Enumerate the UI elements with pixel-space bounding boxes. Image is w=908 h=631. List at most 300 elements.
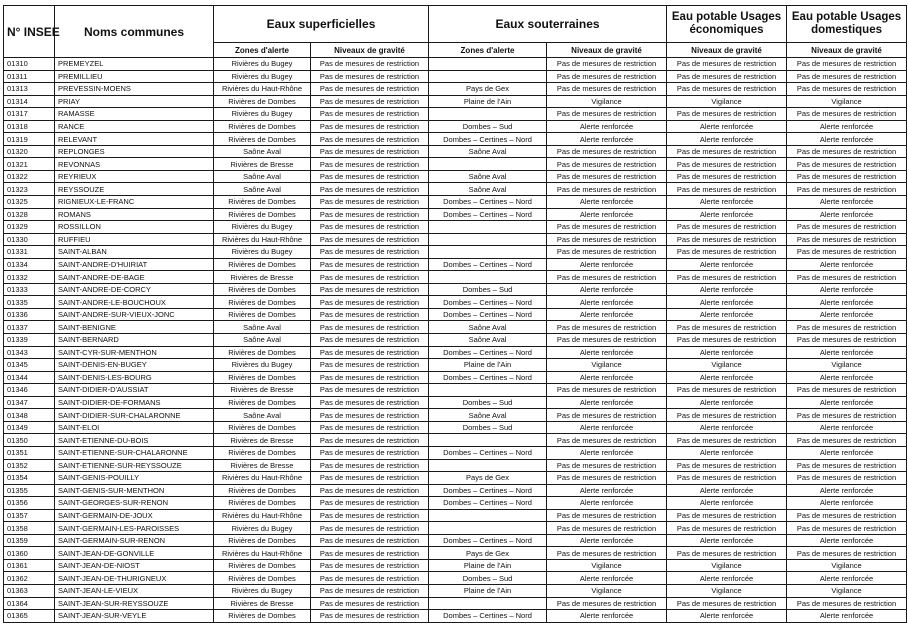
- table-row: [4, 145, 907, 158]
- cell-domestique-niveau: Alerte renforcée: [787, 258, 907, 271]
- cell-souterraine-niveau: Pas de mesures de restriction: [547, 58, 667, 71]
- cell-insee: 01314: [4, 95, 55, 108]
- cell-surface-zone: Saône Aval: [214, 183, 311, 196]
- cell-commune: SAINT-ANDRE-DE-BAGE: [55, 271, 214, 284]
- cell-souterraine-niveau: Alerte renforcée: [547, 572, 667, 585]
- cell-souterraine-niveau: Vigilance: [547, 584, 667, 597]
- cell-souterraine-zone: [429, 58, 547, 71]
- table-row: [4, 221, 907, 234]
- cell-surface-niveau: Pas de mesures de restriction: [311, 95, 429, 108]
- cell-surface-niveau: Pas de mesures de restriction: [311, 522, 429, 535]
- cell-souterraine-zone: Dombes – Certines – Nord: [429, 534, 547, 547]
- cell-surface-zone: Rivières de Bresse: [214, 158, 311, 171]
- cell-domestique-niveau: Vigilance: [787, 584, 907, 597]
- cell-surface-zone: Rivières de Dombes: [214, 283, 311, 296]
- cell-surface-zone: Rivières de Bresse: [214, 271, 311, 284]
- cell-commune: SAINT-DENIS-EN-BUGEY: [55, 359, 214, 372]
- cell-insee: 01360: [4, 547, 55, 560]
- cell-souterraine-zone: [429, 271, 547, 284]
- table-row: [4, 334, 907, 347]
- cell-surface-zone: Rivières de Dombes: [214, 196, 311, 209]
- cell-domestique-niveau: Alerte renforcée: [787, 421, 907, 434]
- cell-surface-zone: Rivières de Dombes: [214, 371, 311, 384]
- cell-souterraine-zone: Dombes – Sud: [429, 283, 547, 296]
- table-row: [4, 271, 907, 284]
- cell-surface-zone: Rivières de Dombes: [214, 446, 311, 459]
- cell-domestique-niveau: Pas de mesures de restriction: [787, 158, 907, 171]
- cell-souterraine-niveau: Alerte renforcée: [547, 308, 667, 321]
- cell-souterraine-niveau: Pas de mesures de restriction: [547, 70, 667, 83]
- cell-economique-niveau: Pas de mesures de restriction: [667, 246, 787, 259]
- cell-surface-niveau: Pas de mesures de restriction: [311, 271, 429, 284]
- cell-commune: SAINT-GEORGES-SUR-RENON: [55, 497, 214, 510]
- cell-commune: SAINT-DIDIER-SUR-CHALARONNE: [55, 409, 214, 422]
- table-row: [4, 196, 907, 209]
- cell-insee: 01313: [4, 83, 55, 96]
- cell-souterraine-zone: Dombes – Certines – Nord: [429, 296, 547, 309]
- cell-insee: 01321: [4, 158, 55, 171]
- cell-surface-zone: Saône Aval: [214, 409, 311, 422]
- cell-souterraine-zone: Plaine de l'Ain: [429, 584, 547, 597]
- table-row: [4, 359, 907, 372]
- cell-insee: 01361: [4, 559, 55, 572]
- cell-surface-zone: Rivières de Dombes: [214, 396, 311, 409]
- cell-souterraine-zone: Dombes – Sud: [429, 572, 547, 585]
- cell-domestique-niveau: Vigilance: [787, 95, 907, 108]
- cell-economique-niveau: Pas de mesures de restriction: [667, 547, 787, 560]
- cell-souterraine-zone: Saône Aval: [429, 334, 547, 347]
- table-row: [4, 321, 907, 334]
- cell-economique-niveau: Alerte renforcée: [667, 196, 787, 209]
- cell-souterraine-zone: Saône Aval: [429, 183, 547, 196]
- table-row: [4, 70, 907, 83]
- cell-surface-zone: Rivières de Bresse: [214, 459, 311, 472]
- subheader-economiques-niveaux: Niveaux de gravité: [667, 43, 787, 58]
- cell-insee: 01317: [4, 108, 55, 121]
- cell-surface-zone: Rivières du Bugey: [214, 70, 311, 83]
- cell-economique-niveau: Pas de mesures de restriction: [667, 70, 787, 83]
- cell-surface-niveau: Pas de mesures de restriction: [311, 233, 429, 246]
- cell-souterraine-niveau: Alerte renforcée: [547, 610, 667, 623]
- cell-economique-niveau: Alerte renforcée: [667, 396, 787, 409]
- table-row: [4, 446, 907, 459]
- cell-economique-niveau: Pas de mesures de restriction: [667, 472, 787, 485]
- header-eaux-souterraines: Eaux souterraines: [429, 6, 667, 43]
- subheader-souterraines-zones: Zones d'alerte: [429, 43, 547, 58]
- cell-souterraine-niveau: Alerte renforcée: [547, 534, 667, 547]
- cell-domestique-niveau: Pas de mesures de restriction: [787, 108, 907, 121]
- cell-insee: 01344: [4, 371, 55, 384]
- cell-souterraine-niveau: Vigilance: [547, 95, 667, 108]
- table-row: [4, 484, 907, 497]
- cell-souterraine-zone: Dombes – Certines – Nord: [429, 497, 547, 510]
- cell-insee: 01352: [4, 459, 55, 472]
- cell-domestique-niveau: Pas de mesures de restriction: [787, 233, 907, 246]
- table-row: [4, 384, 907, 397]
- cell-surface-zone: Rivières de Dombes: [214, 497, 311, 510]
- cell-commune: SAINT-BERNARD: [55, 334, 214, 347]
- cell-surface-niveau: Pas de mesures de restriction: [311, 597, 429, 610]
- table-row: [4, 421, 907, 434]
- cell-surface-niveau: Pas de mesures de restriction: [311, 196, 429, 209]
- cell-insee: 01354: [4, 472, 55, 485]
- cell-souterraine-zone: [429, 459, 547, 472]
- cell-domestique-niveau: Pas de mesures de restriction: [787, 597, 907, 610]
- cell-economique-niveau: Alerte renforcée: [667, 308, 787, 321]
- header-eaux-superficielles: Eaux superficielles: [214, 6, 429, 43]
- cell-insee: 01322: [4, 170, 55, 183]
- cell-domestique-niveau: Alerte renforcée: [787, 534, 907, 547]
- cell-souterraine-zone: Dombes – Sud: [429, 396, 547, 409]
- cell-souterraine-zone: Saône Aval: [429, 170, 547, 183]
- cell-surface-niveau: Pas de mesures de restriction: [311, 120, 429, 133]
- cell-commune: RUFFIEU: [55, 233, 214, 246]
- cell-surface-niveau: Pas de mesures de restriction: [311, 83, 429, 96]
- cell-surface-zone: Saône Aval: [214, 145, 311, 158]
- cell-domestique-niveau: Pas de mesures de restriction: [787, 145, 907, 158]
- cell-domestique-niveau: Pas de mesures de restriction: [787, 522, 907, 535]
- cell-surface-zone: Rivières de Dombes: [214, 133, 311, 146]
- cell-surface-zone: Rivières du Haut-Rhône: [214, 83, 311, 96]
- cell-economique-niveau: Alerte renforcée: [667, 497, 787, 510]
- cell-economique-niveau: Pas de mesures de restriction: [667, 434, 787, 447]
- cell-surface-niveau: Pas de mesures de restriction: [311, 446, 429, 459]
- table-row: [4, 246, 907, 259]
- cell-economique-niveau: Pas de mesures de restriction: [667, 409, 787, 422]
- subheader-surface-niveaux: Niveaux de gravité: [311, 43, 429, 58]
- cell-surface-zone: Saône Aval: [214, 334, 311, 347]
- cell-economique-niveau: Alerte renforcée: [667, 572, 787, 585]
- cell-insee: 01325: [4, 196, 55, 209]
- cell-souterraine-niveau: Alerte renforcée: [547, 208, 667, 221]
- cell-souterraine-zone: Pays de Gex: [429, 83, 547, 96]
- cell-souterraine-zone: Dombes – Certines – Nord: [429, 208, 547, 221]
- cell-surface-zone: Rivières de Dombes: [214, 346, 311, 359]
- table-row: [4, 58, 907, 71]
- cell-surface-niveau: Pas de mesures de restriction: [311, 584, 429, 597]
- cell-domestique-niveau: Pas de mesures de restriction: [787, 334, 907, 347]
- cell-economique-niveau: Alerte renforcée: [667, 283, 787, 296]
- cell-souterraine-niveau: Pas de mesures de restriction: [547, 221, 667, 234]
- table-row: [4, 547, 907, 560]
- table-row: [4, 497, 907, 510]
- cell-souterraine-niveau: Alerte renforcée: [547, 446, 667, 459]
- cell-surface-niveau: Pas de mesures de restriction: [311, 384, 429, 397]
- cell-surface-zone: Rivières de Dombes: [214, 572, 311, 585]
- cell-domestique-niveau: Alerte renforcée: [787, 296, 907, 309]
- cell-surface-zone: Saône Aval: [214, 321, 311, 334]
- cell-economique-niveau: Vigilance: [667, 95, 787, 108]
- cell-economique-niveau: Pas de mesures de restriction: [667, 509, 787, 522]
- cell-surface-niveau: Pas de mesures de restriction: [311, 396, 429, 409]
- cell-souterraine-niveau: Pas de mesures de restriction: [547, 145, 667, 158]
- cell-surface-zone: Rivières du Bugey: [214, 246, 311, 259]
- cell-insee: 01365: [4, 610, 55, 623]
- table-row: [4, 597, 907, 610]
- cell-surface-zone: Rivières du Haut-Rhône: [214, 509, 311, 522]
- table-row: [4, 108, 907, 121]
- cell-souterraine-zone: Pays de Gex: [429, 472, 547, 485]
- cell-commune: REYRIEUX: [55, 170, 214, 183]
- cell-souterraine-niveau: Pas de mesures de restriction: [547, 472, 667, 485]
- cell-souterraine-niveau: Alerte renforcée: [547, 196, 667, 209]
- cell-domestique-niveau: Pas de mesures de restriction: [787, 70, 907, 83]
- cell-economique-niveau: Pas de mesures de restriction: [667, 170, 787, 183]
- cell-souterraine-niveau: Alerte renforcée: [547, 296, 667, 309]
- cell-surface-niveau: Pas de mesures de restriction: [311, 70, 429, 83]
- cell-commune: PRIAY: [55, 95, 214, 108]
- cell-souterraine-niveau: Pas de mesures de restriction: [547, 83, 667, 96]
- cell-surface-niveau: Pas de mesures de restriction: [311, 610, 429, 623]
- cell-souterraine-zone: [429, 158, 547, 171]
- cell-souterraine-zone: Saône Aval: [429, 321, 547, 334]
- cell-souterraine-niveau: Alerte renforcée: [547, 484, 667, 497]
- cell-souterraine-niveau: Pas de mesures de restriction: [547, 547, 667, 560]
- cell-domestique-niveau: Pas de mesures de restriction: [787, 246, 907, 259]
- cell-economique-niveau: Vigilance: [667, 559, 787, 572]
- cell-economique-niveau: Pas de mesures de restriction: [667, 271, 787, 284]
- cell-commune: RANCE: [55, 120, 214, 133]
- cell-surface-zone: Rivières du Bugey: [214, 58, 311, 71]
- table-row: [4, 584, 907, 597]
- cell-surface-niveau: Pas de mesures de restriction: [311, 308, 429, 321]
- cell-souterraine-niveau: Alerte renforcée: [547, 120, 667, 133]
- cell-economique-niveau: Pas de mesures de restriction: [667, 321, 787, 334]
- cell-domestique-niveau: Pas de mesures de restriction: [787, 509, 907, 522]
- cell-insee: 01364: [4, 597, 55, 610]
- cell-surface-niveau: Pas de mesures de restriction: [311, 509, 429, 522]
- cell-insee: 01334: [4, 258, 55, 271]
- cell-commune: SAINT-JEAN-DE-NIOST: [55, 559, 214, 572]
- cell-surface-zone: Rivières de Dombes: [214, 534, 311, 547]
- cell-domestique-niveau: Pas de mesures de restriction: [787, 221, 907, 234]
- cell-surface-niveau: Pas de mesures de restriction: [311, 283, 429, 296]
- cell-domestique-niveau: Vigilance: [787, 559, 907, 572]
- header-eau-potable-economiques: Eau potable Usages économiques: [667, 6, 787, 43]
- cell-surface-niveau: Pas de mesures de restriction: [311, 572, 429, 585]
- cell-commune: SAINT-JEAN-DE-GONVILLE: [55, 547, 214, 560]
- cell-souterraine-zone: [429, 70, 547, 83]
- cell-economique-niveau: Pas de mesures de restriction: [667, 384, 787, 397]
- cell-domestique-niveau: Alerte renforcée: [787, 308, 907, 321]
- cell-souterraine-niveau: Alerte renforcée: [547, 371, 667, 384]
- cell-souterraine-niveau: Pas de mesures de restriction: [547, 459, 667, 472]
- cell-economique-niveau: Alerte renforcée: [667, 610, 787, 623]
- cell-domestique-niveau: Pas de mesures de restriction: [787, 472, 907, 485]
- cell-commune: SAINT-DIDIER-DE-FORMANS: [55, 396, 214, 409]
- table-row: [4, 170, 907, 183]
- cell-economique-niveau: Alerte renforcée: [667, 296, 787, 309]
- cell-commune: SAINT-DENIS-LES-BOURG: [55, 371, 214, 384]
- cell-souterraine-zone: [429, 221, 547, 234]
- cell-surface-zone: Rivières de Dombes: [214, 296, 311, 309]
- cell-surface-zone: Rivières de Dombes: [214, 559, 311, 572]
- cell-domestique-niveau: Pas de mesures de restriction: [787, 170, 907, 183]
- cell-commune: SAINT-GERMAIN-SUR-RENON: [55, 534, 214, 547]
- cell-surface-niveau: Pas de mesures de restriction: [311, 170, 429, 183]
- cell-commune: SAINT-BENIGNE: [55, 321, 214, 334]
- table-row: [4, 522, 907, 535]
- cell-souterraine-niveau: Alerte renforcée: [547, 421, 667, 434]
- subheader-souterraines-niveaux: Niveaux de gravité: [547, 43, 667, 58]
- cell-commune: SAINT-ETIENNE-DU-BOIS: [55, 434, 214, 447]
- cell-surface-niveau: Pas de mesures de restriction: [311, 158, 429, 171]
- cell-souterraine-zone: [429, 246, 547, 259]
- cell-domestique-niveau: Alerte renforcée: [787, 208, 907, 221]
- cell-souterraine-niveau: Alerte renforcée: [547, 133, 667, 146]
- table-row: [4, 509, 907, 522]
- cell-commune: PREMEYZEL: [55, 58, 214, 71]
- cell-souterraine-zone: Dombes – Sud: [429, 421, 547, 434]
- cell-economique-niveau: Pas de mesures de restriction: [667, 334, 787, 347]
- cell-domestique-niveau: Alerte renforcée: [787, 283, 907, 296]
- cell-commune: PREMILLIEU: [55, 70, 214, 83]
- cell-domestique-niveau: Pas de mesures de restriction: [787, 459, 907, 472]
- cell-commune: REYSSOUZE: [55, 183, 214, 196]
- cell-surface-zone: Rivières du Bugey: [214, 584, 311, 597]
- cell-surface-niveau: Pas de mesures de restriction: [311, 183, 429, 196]
- cell-insee: 01331: [4, 246, 55, 259]
- cell-economique-niveau: Alerte renforcée: [667, 446, 787, 459]
- cell-surface-zone: Rivières du Bugey: [214, 359, 311, 372]
- table-row: [4, 233, 907, 246]
- table-row: [4, 409, 907, 422]
- cell-economique-niveau: Pas de mesures de restriction: [667, 145, 787, 158]
- table-row: [4, 83, 907, 96]
- cell-surface-zone: Rivières de Bresse: [214, 384, 311, 397]
- cell-economique-niveau: Alerte renforcée: [667, 346, 787, 359]
- table-row: [4, 296, 907, 309]
- restriction-table: [3, 5, 907, 623]
- cell-economique-niveau: Alerte renforcée: [667, 258, 787, 271]
- cell-souterraine-zone: [429, 233, 547, 246]
- cell-insee: 01363: [4, 584, 55, 597]
- cell-economique-niveau: Vigilance: [667, 584, 787, 597]
- cell-domestique-niveau: Pas de mesures de restriction: [787, 384, 907, 397]
- cell-souterraine-zone: [429, 597, 547, 610]
- cell-commune: RIGNIEUX-LE-FRANC: [55, 196, 214, 209]
- cell-surface-zone: Rivières de Dombes: [214, 208, 311, 221]
- cell-surface-niveau: Pas de mesures de restriction: [311, 145, 429, 158]
- cell-souterraine-niveau: Pas de mesures de restriction: [547, 334, 667, 347]
- cell-surface-zone: Saône Aval: [214, 170, 311, 183]
- cell-insee: 01348: [4, 409, 55, 422]
- table-row: [4, 308, 907, 321]
- cell-souterraine-zone: Dombes – Certines – Nord: [429, 308, 547, 321]
- cell-commune: SAINT-JEAN-LE-VIEUX: [55, 584, 214, 597]
- cell-commune: SAINT-ANDRE-SUR-VIEUX-JONC: [55, 308, 214, 321]
- cell-insee: 01332: [4, 271, 55, 284]
- table-row: [4, 610, 907, 623]
- table-row: [4, 434, 907, 447]
- cell-surface-zone: Rivières de Dombes: [214, 258, 311, 271]
- cell-souterraine-niveau: Alerte renforcée: [547, 283, 667, 296]
- cell-commune: SAINT-JEAN-SUR-VEYLE: [55, 610, 214, 623]
- cell-commune: SAINT-ANDRE-DE-CORCY: [55, 283, 214, 296]
- cell-commune: SAINT-ELOI: [55, 421, 214, 434]
- cell-souterraine-zone: Dombes – Certines – Nord: [429, 446, 547, 459]
- cell-economique-niveau: Pas de mesures de restriction: [667, 522, 787, 535]
- table-row: [4, 559, 907, 572]
- cell-economique-niveau: Pas de mesures de restriction: [667, 108, 787, 121]
- cell-souterraine-zone: Dombes – Certines – Nord: [429, 346, 547, 359]
- cell-insee: 01346: [4, 384, 55, 397]
- cell-surface-zone: Rivières de Dombes: [214, 484, 311, 497]
- cell-insee: 01357: [4, 509, 55, 522]
- table-row: [4, 133, 907, 146]
- cell-souterraine-niveau: Pas de mesures de restriction: [547, 271, 667, 284]
- cell-economique-niveau: Pas de mesures de restriction: [667, 58, 787, 71]
- cell-economique-niveau: Pas de mesures de restriction: [667, 158, 787, 171]
- cell-surface-niveau: Pas de mesures de restriction: [311, 459, 429, 472]
- cell-souterraine-niveau: Pas de mesures de restriction: [547, 434, 667, 447]
- table-row: [4, 371, 907, 384]
- cell-souterraine-zone: Dombes – Certines – Nord: [429, 484, 547, 497]
- cell-souterraine-zone: [429, 509, 547, 522]
- cell-souterraine-niveau: Pas de mesures de restriction: [547, 158, 667, 171]
- cell-domestique-niveau: Alerte renforcée: [787, 371, 907, 384]
- cell-insee: 01351: [4, 446, 55, 459]
- cell-commune: RAMASSE: [55, 108, 214, 121]
- cell-domestique-niveau: Alerte renforcée: [787, 196, 907, 209]
- cell-domestique-niveau: Alerte renforcée: [787, 133, 907, 146]
- cell-commune: SAINT-GERMAIN-LES-PAROISSES: [55, 522, 214, 535]
- cell-commune: SAINT-JEAN-DE-THURIGNEUX: [55, 572, 214, 585]
- cell-souterraine-niveau: Pas de mesures de restriction: [547, 509, 667, 522]
- cell-surface-niveau: Pas de mesures de restriction: [311, 409, 429, 422]
- cell-insee: 01333: [4, 283, 55, 296]
- cell-surface-niveau: Pas de mesures de restriction: [311, 472, 429, 485]
- cell-domestique-niveau: Pas de mesures de restriction: [787, 271, 907, 284]
- cell-surface-zone: Rivières du Bugey: [214, 108, 311, 121]
- cell-souterraine-zone: [429, 108, 547, 121]
- table-row: [4, 472, 907, 485]
- cell-commune: PREVESSIN-MOENS: [55, 83, 214, 96]
- cell-commune: SAINT-GERMAIN-DE-JOUX: [55, 509, 214, 522]
- cell-economique-niveau: Pas de mesures de restriction: [667, 221, 787, 234]
- cell-commune: ROMANS: [55, 208, 214, 221]
- cell-domestique-niveau: Alerte renforcée: [787, 572, 907, 585]
- cell-surface-zone: Rivières du Haut-Rhône: [214, 547, 311, 560]
- cell-commune: SAINT-ALBAN: [55, 246, 214, 259]
- cell-souterraine-niveau: Pas de mesures de restriction: [547, 108, 667, 121]
- cell-souterraine-zone: Saône Aval: [429, 409, 547, 422]
- cell-surface-niveau: Pas de mesures de restriction: [311, 334, 429, 347]
- cell-surface-zone: Rivières de Dombes: [214, 95, 311, 108]
- cell-commune: SAINT-ETIENNE-SUR-CHALARONNE: [55, 446, 214, 459]
- cell-surface-niveau: Pas de mesures de restriction: [311, 359, 429, 372]
- cell-domestique-niveau: Pas de mesures de restriction: [787, 58, 907, 71]
- cell-surface-zone: Rivières de Dombes: [214, 421, 311, 434]
- header-communes: Noms communes: [55, 6, 214, 58]
- cell-surface-zone: Rivières de Dombes: [214, 308, 311, 321]
- cell-surface-niveau: Pas de mesures de restriction: [311, 133, 429, 146]
- header-insee: N° INSEE: [4, 6, 55, 58]
- cell-surface-niveau: Pas de mesures de restriction: [311, 58, 429, 71]
- cell-souterraine-niveau: Alerte renforcée: [547, 497, 667, 510]
- cell-insee: 01339: [4, 334, 55, 347]
- cell-commune: SAINT-CYR-SUR-MENTHON: [55, 346, 214, 359]
- table-row: [4, 95, 907, 108]
- cell-economique-niveau: Alerte renforcée: [667, 484, 787, 497]
- cell-insee: 01310: [4, 58, 55, 71]
- cell-domestique-niveau: Pas de mesures de restriction: [787, 547, 907, 560]
- cell-souterraine-zone: Dombes – Certines – Nord: [429, 610, 547, 623]
- cell-surface-zone: Rivières du Haut-Rhône: [214, 233, 311, 246]
- cell-insee: 01349: [4, 421, 55, 434]
- cell-domestique-niveau: Alerte renforcée: [787, 120, 907, 133]
- cell-souterraine-zone: [429, 522, 547, 535]
